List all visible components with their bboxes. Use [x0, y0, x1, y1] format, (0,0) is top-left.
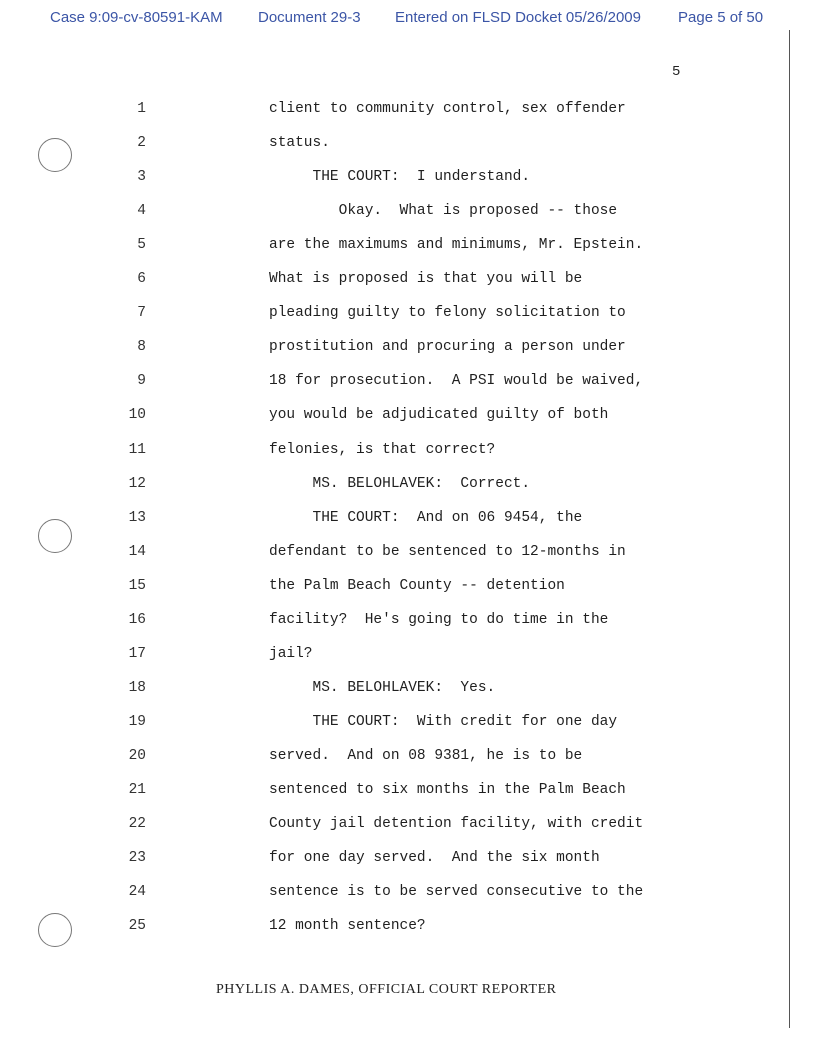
line-number: 7 — [137, 305, 146, 322]
transcript-line — [0, 302, 790, 324]
page-indicator: Page 5 of 50 — [678, 9, 764, 26]
transcript-line — [0, 234, 790, 256]
docket-entry-date: Entered on FLSD Docket 05/26/2009 — [395, 9, 641, 26]
line-text: for one day served. And the six month — [269, 850, 600, 867]
line-number: 19 — [128, 713, 146, 730]
transcript-line — [0, 915, 790, 937]
line-text: you would be adjudicated guilty of both — [269, 407, 609, 424]
line-number: 14 — [128, 543, 146, 560]
line-text: 12 month sentence? — [269, 918, 426, 935]
transcript-line — [0, 881, 790, 903]
line-text: prostitution and procuring a person under — [269, 339, 626, 356]
line-text: County jail detention facility, with credit — [269, 816, 644, 833]
transcript-line — [0, 575, 790, 597]
line-number: 16 — [128, 611, 146, 628]
case-number: Case 9:09-cv-80591-KAM — [50, 9, 223, 26]
line-number: 22 — [128, 816, 146, 833]
line-text: the Palm Beach County -- detention — [269, 577, 565, 594]
line-number: 9 — [137, 373, 146, 390]
transcript-line — [0, 813, 790, 835]
line-text: MS. BELOHLAVEK: Yes. — [269, 679, 496, 696]
transcript-line — [0, 336, 790, 358]
line-number: 10 — [128, 407, 146, 424]
line-number: 4 — [137, 203, 146, 220]
line-number: 21 — [128, 782, 146, 798]
court-reporter-footer: PHYLLIS A. DAMES, OFFICIAL COURT REPORTER — [216, 982, 557, 997]
transcript-line — [0, 200, 790, 222]
transcript-line — [0, 711, 790, 733]
line-text: client to community control, sex offender — [269, 101, 626, 117]
transcript-line — [0, 847, 790, 869]
transcript-line — [0, 268, 790, 290]
transcript-line — [0, 779, 790, 801]
line-number: 18 — [128, 679, 146, 696]
line-text: THE COURT: And on 06 9454, the — [269, 509, 583, 526]
docket-header — [50, 9, 770, 31]
transcript-line — [0, 473, 790, 495]
line-text: served. And on 08 9381, he is to be — [269, 747, 583, 764]
line-text: sentenced to six months in the Palm Beach — [269, 782, 626, 798]
line-text: status. — [269, 135, 330, 152]
transcript-line — [0, 745, 790, 767]
line-text: What is proposed is that you will be — [269, 271, 583, 288]
line-text: sentence is to be served consecutive to the — [269, 884, 644, 901]
transcript-line — [0, 132, 790, 154]
line-number: 2 — [137, 135, 146, 152]
line-number: 17 — [128, 645, 146, 662]
transcript-line — [0, 541, 790, 563]
line-number: 3 — [137, 169, 146, 186]
line-number: 25 — [128, 918, 146, 935]
line-number: 1 — [137, 101, 146, 117]
line-text: facility? He's going to do time in the — [269, 611, 609, 628]
line-text: 18 for prosecution. A PSI would be waived, — [269, 373, 644, 390]
line-number: 12 — [128, 475, 146, 492]
transcript-line — [0, 677, 790, 699]
line-number: 5 — [137, 237, 146, 254]
line-text: THE COURT: With credit for one day — [269, 713, 618, 730]
document-number: Document 29-3 — [258, 9, 361, 26]
line-text: are the maximums and minimums, Mr. Epstein. — [269, 237, 644, 254]
transcript-line — [0, 404, 790, 426]
line-text: felonies, is that correct? — [269, 441, 496, 458]
line-number: 13 — [128, 509, 146, 526]
line-number: 24 — [128, 884, 146, 901]
line-number: 23 — [128, 850, 146, 867]
line-number: 11 — [128, 441, 146, 458]
line-text: THE COURT: I understand. — [269, 169, 531, 186]
line-number: 15 — [128, 577, 146, 594]
transcript-line — [0, 643, 790, 665]
line-number: 20 — [128, 747, 146, 764]
transcript-line — [0, 609, 790, 631]
transcript-line — [0, 98, 790, 120]
transcript-line — [0, 166, 790, 188]
line-text: Okay. What is proposed -- those — [269, 203, 618, 220]
transcript-line — [0, 370, 790, 392]
transcript-line — [0, 439, 790, 461]
transcript-line — [0, 507, 790, 529]
line-number: 8 — [137, 339, 146, 356]
line-text: pleading guilty to felony solicitation to — [269, 305, 626, 322]
transcript-page-number: 5 — [672, 64, 681, 80]
line-text: MS. BELOHLAVEK: Correct. — [269, 475, 531, 492]
line-text: defendant to be sentenced to 12-months in — [269, 543, 626, 560]
line-number: 6 — [137, 271, 146, 288]
line-text: jail? — [269, 645, 313, 662]
